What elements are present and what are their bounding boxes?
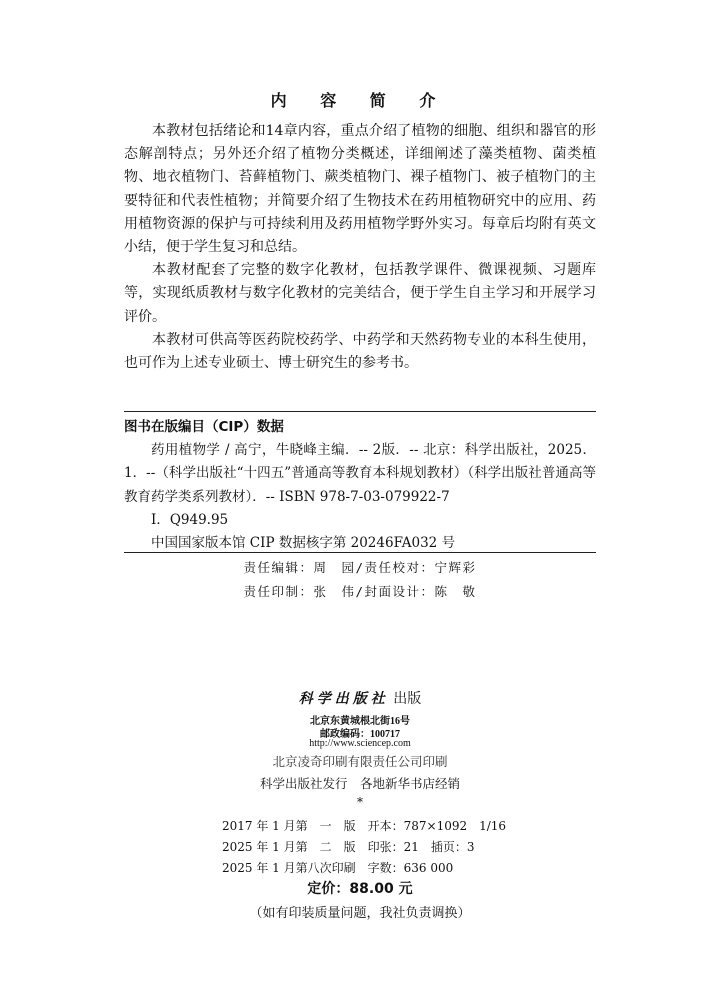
distribution-line: 科学出版社发行 各地新华书店经销 xyxy=(259,776,460,791)
publisher-name: 科学出版社 xyxy=(298,691,389,707)
cip-top-rule xyxy=(124,411,596,412)
publisher-postcode: 邮政编码：100717 xyxy=(320,729,400,740)
cip-heading: 图书在版编目（CIP）数据 xyxy=(124,419,284,435)
edition-line-1: 2017 年 1 月第 一 版 开本：787×1092 1/16 xyxy=(222,819,507,833)
intro-paragraph-3: 本教材可供高等医药院校药学、中药学和天然药物专业的本科生使用，也可作为上述专业硕士、博士研究生的参考书。 xyxy=(124,331,596,372)
publisher-suffix: 出版 xyxy=(393,691,422,707)
staff-line-2: 责任印制：张 伟/封面设计：陈 敬 xyxy=(243,584,477,599)
cip-bottom-rule xyxy=(124,552,596,553)
price: 定价：88.00 元 xyxy=(307,881,413,897)
intro-text xyxy=(124,120,596,375)
page-title: 内 容 简 介 xyxy=(270,91,450,110)
publisher-address: 北京东黄城根北街16号 xyxy=(310,716,410,727)
separator-star: * xyxy=(357,795,363,809)
cip-record-text: 药用植物学 / 高宁，牛晓峰主编．-- 2版．-- 北京：科学出版社，2025．1．--（科学出版社“十四五”普通高等教育本科规划教材）（科学出版社普通高等教育药学类系列教材）．-- ISBN 978-7-03-079922-7 xyxy=(124,442,596,505)
publisher-line xyxy=(0,688,720,708)
intro-paragraph-2: 本教材配套了完整的数字化教材，包括教学课件、微课视频、习题库等，实现纸质教材与数字化教材的完美结合，便于学生自主学习和开展学习评价。 xyxy=(124,262,596,325)
cip-record xyxy=(124,439,596,555)
quality-note: （如有印装质量问题，我社负责调换） xyxy=(249,906,471,921)
edition-line-2: 2025 年 1 月第 二 版 印张：21 插页：3 xyxy=(222,840,475,854)
edition-line-3: 2025 年 1 月第八次印刷 字数：636 000 xyxy=(222,861,454,875)
publisher-url: http://www.sciencep.com xyxy=(309,738,411,749)
cip-verification: 中国国家版本馆 CIP 数据核字第 20246FA032 号 xyxy=(151,535,456,552)
printer-line: 北京凌奇印刷有限责任公司印刷 xyxy=(272,754,448,769)
cip-classification: Ⅰ．Q949.95 xyxy=(151,511,229,528)
staff-line-1: 责任编辑：周 园/责任校对：宁辉彩 xyxy=(243,560,477,575)
intro-paragraph-1: 本教材包括绪论和14章内容，重点介绍了植物的细胞、组织和器官的形态解剖特点；另外还介绍了植物分类概述，详细阐述了藻类植物、菌类植物、地衣植物门、苔藓植物门、蕨类植物门、裸子植物门、被子植物门的主要特征和代表性植物；并简要介绍了生物技术在药用植物研究中的应用、药用植物资源的保护与可持续利用及药用植物学野外实习。每章后均附有英文小结，便于学生复习和总结。 xyxy=(124,123,596,256)
